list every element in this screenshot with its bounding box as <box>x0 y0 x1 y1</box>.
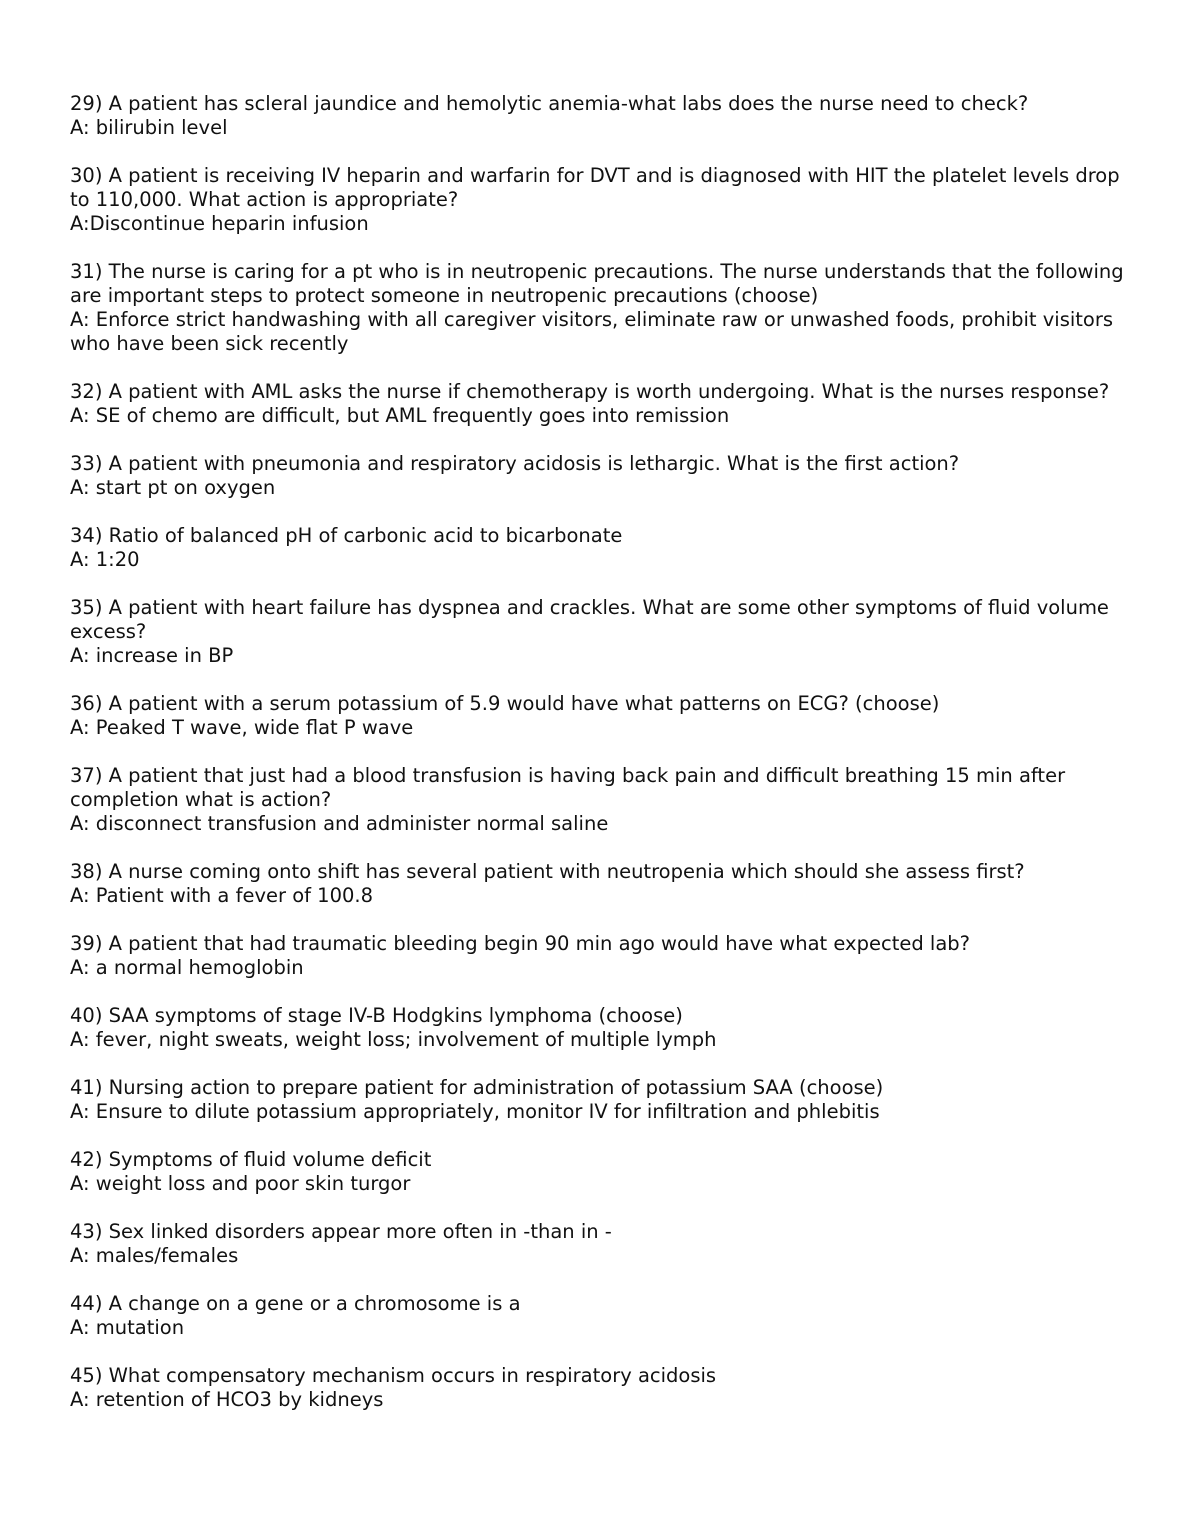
question-number: 38) <box>70 860 103 883</box>
qa-item <box>70 860 1130 908</box>
question <box>70 164 1130 212</box>
question-number: 29) <box>70 92 103 115</box>
document-page <box>70 92 1130 1436</box>
qa-item <box>70 1076 1130 1124</box>
question <box>70 692 1130 716</box>
answer: A: increase in BP <box>70 644 234 667</box>
question-number: 45) <box>70 1364 103 1387</box>
question <box>70 596 1130 644</box>
question-text: Sex linked disorders appear more often in -than in - <box>108 1220 612 1243</box>
question-number: 36) <box>70 692 103 715</box>
answer: A: a normal hemoglobin <box>70 956 304 979</box>
answer: A: males/females <box>70 1244 239 1267</box>
question-number: 31) <box>70 260 103 283</box>
question-number: 41) <box>70 1076 103 1099</box>
question <box>70 452 1130 476</box>
question-text: A nurse coming onto shift has several patient with neutropenia which should she assess first? <box>108 860 1025 883</box>
answer: A:Discontinue heparin infusion <box>70 212 369 235</box>
answer: A: Patient with a fever of 100.8 <box>70 884 374 907</box>
qa-item <box>70 164 1130 236</box>
qa-item <box>70 92 1130 140</box>
qa-item <box>70 764 1130 836</box>
question-number: 42) <box>70 1148 103 1171</box>
question-text: A change on a gene or a chromosome is a <box>108 1292 521 1315</box>
answer: A: mutation <box>70 1316 185 1339</box>
question-text: A patient with pneumonia and respiratory acidosis is lethargic. What is the first action? <box>108 452 960 475</box>
question-text: A patient is receiving IV heparin and warfarin for DVT and is diagnosed with HIT the platelet levels drop to 110,000. What action is appropriate? <box>70 164 1120 211</box>
question <box>70 260 1130 308</box>
answer: A: 1:20 <box>70 548 140 571</box>
qa-item <box>70 380 1130 428</box>
question <box>70 524 1130 548</box>
question-text: Symptoms of fluid volume deficit <box>108 1148 432 1171</box>
answer: A: SE of chemo are difficult, but AML frequently goes into remission <box>70 404 730 427</box>
question <box>70 1292 1130 1316</box>
question-number: 34) <box>70 524 103 547</box>
question-number: 37) <box>70 764 103 787</box>
answer: A: weight loss and poor skin turgor <box>70 1172 411 1195</box>
question <box>70 92 1130 116</box>
qa-item <box>70 1220 1130 1268</box>
answer: A: fever, night sweats, weight loss; involvement of multiple lymph <box>70 1028 717 1051</box>
qa-item <box>70 596 1130 668</box>
qa-item <box>70 260 1130 356</box>
qa-item <box>70 932 1130 980</box>
question <box>70 1220 1130 1244</box>
question <box>70 1364 1130 1388</box>
answer: A: bilirubin level <box>70 116 228 139</box>
answer: A: start pt on oxygen <box>70 476 276 499</box>
qa-item <box>70 524 1130 572</box>
answer: A: retention of HCO3 by kidneys <box>70 1388 384 1411</box>
question <box>70 932 1130 956</box>
qa-item <box>70 692 1130 740</box>
question-text: A patient has scleral jaundice and hemolytic anemia-what labs does the nurse need to check? <box>108 92 1029 115</box>
question-number: 39) <box>70 932 103 955</box>
question <box>70 764 1130 812</box>
qa-item <box>70 1292 1130 1340</box>
answer: A: Enforce strict handwashing with all caregiver visitors, eliminate raw or unwashed foods, prohibit visitors who have been sick recently <box>70 308 1114 355</box>
question-number: 43) <box>70 1220 103 1243</box>
question <box>70 1004 1130 1028</box>
question <box>70 1148 1130 1172</box>
question-text: SAA symptoms of stage IV-B Hodgkins lymphoma (choose) <box>108 1004 683 1027</box>
question-number: 44) <box>70 1292 103 1315</box>
answer: A: disconnect transfusion and administer normal saline <box>70 812 609 835</box>
question-text: Nursing action to prepare patient for administration of potassium SAA (choose) <box>108 1076 884 1099</box>
question-text: A patient with AML asks the nurse if chemotherapy is worth undergoing. What is the nurses response? <box>108 380 1110 403</box>
question-text: The nurse is caring for a pt who is in neutropenic precautions. The nurse understands that the following are important steps to protect someone in neutropenic precautions (choose) <box>70 260 1124 307</box>
question-text: What compensatory mechanism occurs in respiratory acidosis <box>108 1364 717 1387</box>
question-number: 32) <box>70 380 103 403</box>
question-text: A patient with heart failure has dyspnea and crackles. What are some other symptoms of fluid volume excess? <box>70 596 1109 643</box>
question <box>70 860 1130 884</box>
qa-item <box>70 1004 1130 1052</box>
question-number: 30) <box>70 164 103 187</box>
question <box>70 1076 1130 1100</box>
question-text: A patient that had traumatic bleeding begin 90 min ago would have what expected lab? <box>108 932 971 955</box>
answer: A: Peaked T wave, wide flat P wave <box>70 716 414 739</box>
question <box>70 380 1130 404</box>
question-text: Ratio of balanced pH of carbonic acid to bicarbonate <box>108 524 623 547</box>
qa-item <box>70 452 1130 500</box>
question-number: 33) <box>70 452 103 475</box>
question-number: 35) <box>70 596 103 619</box>
question-number: 40) <box>70 1004 103 1027</box>
qa-item <box>70 1148 1130 1196</box>
qa-item <box>70 1364 1130 1412</box>
question-text: A patient with a serum potassium of 5.9 would have what patterns on ECG? (choose) <box>108 692 940 715</box>
answer: A: Ensure to dilute potassium appropriately, monitor IV for infiltration and phlebitis <box>70 1100 880 1123</box>
question-text: A patient that just had a blood transfusion is having back pain and difficult breathing 15 min after completion what is action? <box>70 764 1066 811</box>
